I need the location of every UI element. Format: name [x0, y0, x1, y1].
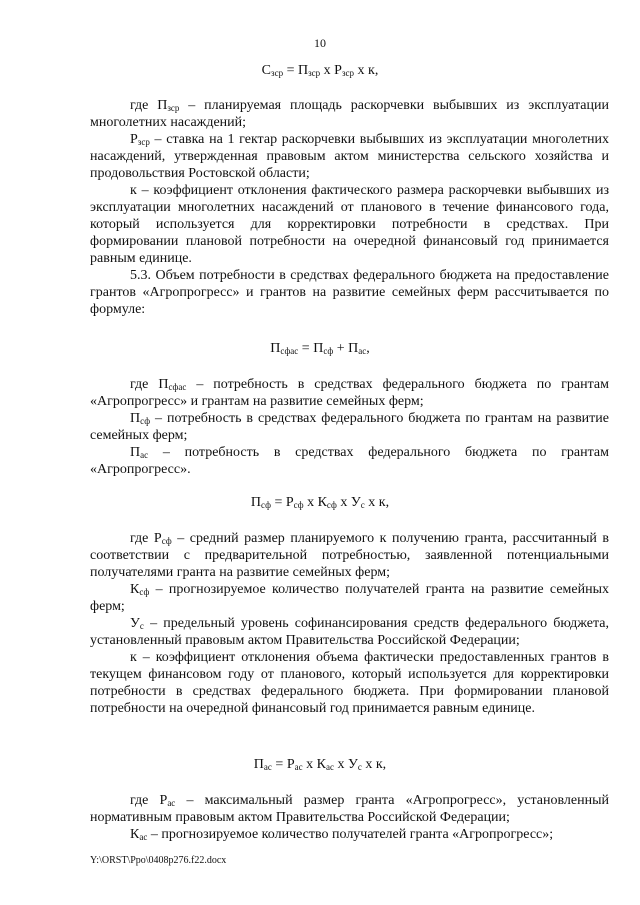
section-5-3-paragraph: 5.3. Объем потребности в средствах федерального бюджета на предоставление грантов «Агропрогресс» и грантов на развитие семейных ферм рассчитывается по формуле: — [90, 268, 609, 317]
definitions-block-3 — [90, 530, 609, 717]
formula-cost-uprooting: $C_{зср} = П_{зср}$ х $Р_{зср}$ х к, — [261, 63, 379, 78]
formula-agroprogress: $П_{ас} = Р_{ас}$ х $К_{ас}$ х $У_с$ х к, — [253, 757, 387, 772]
page-number: 10 — [314, 36, 326, 50]
definition-paragraph: где $Р_{ас}$ – максимальный размер гранта «Агропрогресс», установленный нормативным правовым актом Правительства Российской Федерации; — [90, 793, 609, 825]
definitions-block-2 — [90, 376, 609, 478]
definition-paragraph: к – коэффициент отклонения объема фактически предоставленных грантов в текущем финансовом году от планового, который используется для корректировки потребности в средствах федерального бюджета. При формировании плановой потребности на очередной финансовый год принимается равным единице. — [90, 650, 609, 716]
definition-paragraph: $К_{ас}$ – прогнозируемое количество получателей гранта «Агропрогресс»; — [130, 827, 554, 842]
definition-paragraph: где $Р_{сф}$ – средний размер планируемого к получению гранта, рассчитанный в соответствии с предварительной потребностью, заявленной потенциальными получателями гранта на развитие семейных ферм; — [90, 531, 610, 580]
definition-paragraph: к – коэффициент отклонения фактического размера раскорчевки выбывших из эксплуатации многолетних насаждений от планового в течение финансового года, который используется для корректировки потребности в средствах. При формировании плановой потребности на очередной финансовый год принимается равным единице. — [90, 183, 609, 266]
definition-paragraph: $К_{сф}$ – прогнозируемое количество получателей гранта на развитие семейных ферм; — [90, 582, 609, 614]
definitions-block-4 — [90, 792, 609, 843]
definition-paragraph: $Р_{зср}$ – ставка на 1 гектар раскорчевки выбывших из эксплуатации многолетних насаждений, утвержденная правовым актом министерства сельского хозяйства и продовольствия Ростовской области; — [90, 132, 609, 181]
formula-family-farms: $П_{сф} = Р_{сф}$ х $К_{сф}$ х $У_с$ х к, — [250, 495, 390, 510]
definition-paragraph: $П_{сф}$ – потребность в средствах федерального бюджета по грантам на развитие семейных ферм; — [90, 411, 609, 443]
file-path-footer: Y:\ORST\Ppo\0408p276.f22.docx — [90, 855, 227, 866]
formula-total-need: $П_{сфас} = П_{сф} + П_{ас}$, — [270, 341, 370, 356]
definition-paragraph: $У_с$ – предельный уровень софинансирования средств федерального бюджета, установленный правовым актом Правительства Российской Федерации; — [90, 616, 609, 648]
definition-paragraph: где $П_{сфас}$ – потребность в средствах федерального бюджета по грантам «Агропрогресс» и грантам на развитие семейных ферм; — [90, 377, 609, 409]
definition-paragraph: $П_{ас}$ – потребность в средствах федерального бюджета по грантам «Агропрогресс». — [90, 445, 609, 477]
definition-paragraph: где $П_{зср}$ – планируемая площадь раскорчевки выбывших из эксплуатации многолетних насаждений; — [90, 98, 609, 130]
definitions-block-1 — [90, 97, 609, 318]
